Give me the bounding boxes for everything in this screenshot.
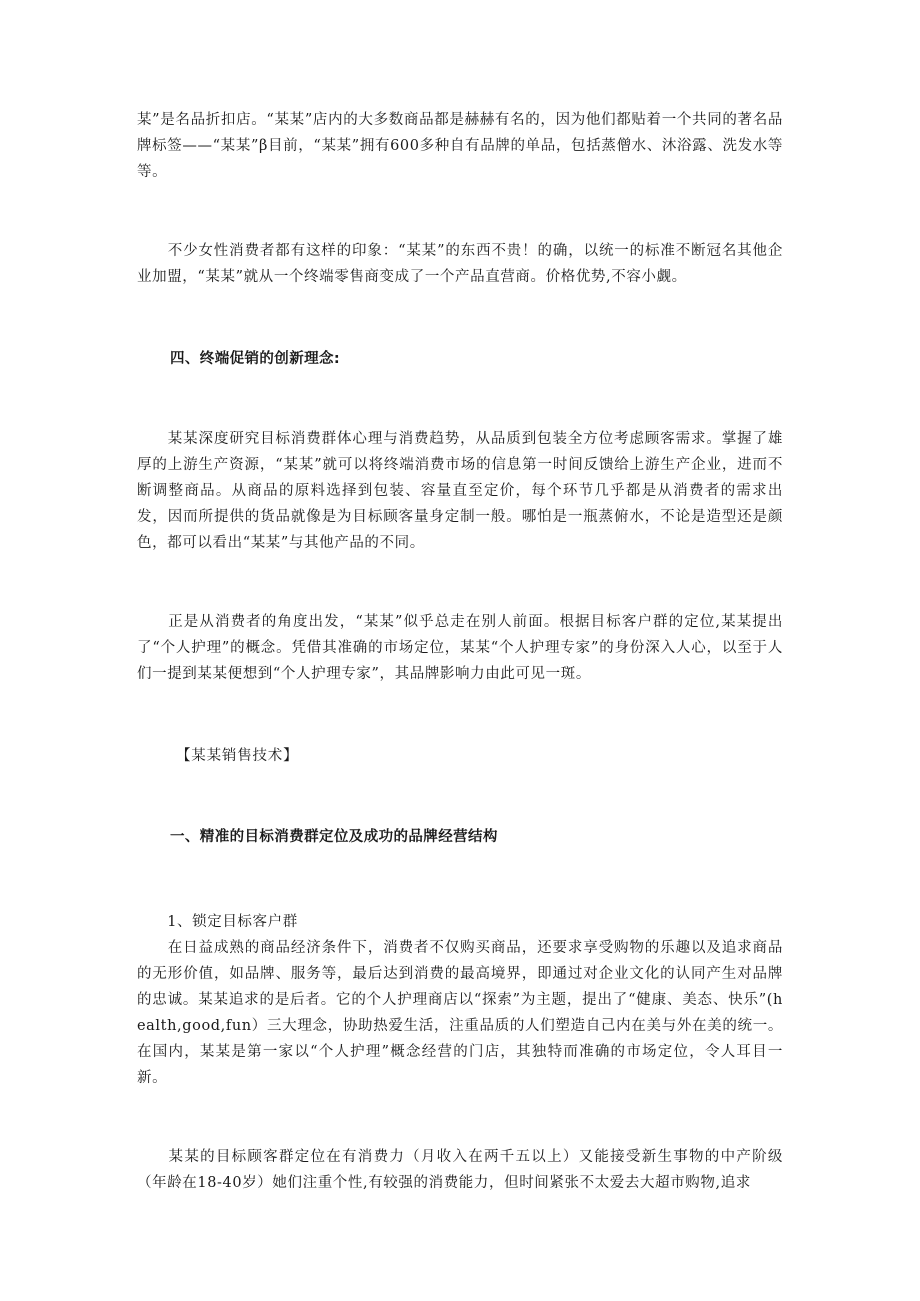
- paragraph-consumer-research: 某某深度研究目标消费群体心理与消费趋势，从品质到包装全方位考虑顾客需求。掌握了雄厚的上游生产资源，“某某”就可以将终端消费市场的信息第一时间反馈给上游生产企业，进而不断调整商品。从商品的原料选择到包装、容量直至定价，每个环节几乎都是从消费者的需求出发，因而所提供的货品就像是为目标顾客量身定制一般。哪怕是一瓶蒸俯水，不论是造型还是颜色，都可以看出“某某”与其他产品的不同。: [137, 431, 783, 551]
- section-heading-innovation: 四、终端促销的创新理念:: [170, 351, 341, 367]
- paragraph-brand-value: 在日益成熟的商品经济条件下，消费者不仅购买商品，还要求享受购物的乐趣以及追求商品的无形价值，如品牌、服务等，最后达到消费的最高境界，即通过对企业文化的认同产生对品牌的忠诚。某某追求的是后者。它的个人护理商店以“探索”为主题，提出了“健康、美态、快乐”(health,good,fun）三大理念，协助热爱生活，注重品质的人们塑造自己内在美与外在美的统一。在国内，某某是第一家以“个人护理”概念经营的门店，其独特而准确的市场定位，令人耳目一新。: [137, 940, 783, 1086]
- paragraph-price-advantage: 不少女性消费者都有这样的印象：“某某”的东西不贵！的确，以统一的标准不断冠名其他企业加盟，“某某”就从一个终端零售商变成了一个产品直营商。价格优势,不容小觑。: [137, 243, 783, 285]
- section-title-sales-techniques: 【某某销售技术】: [176, 748, 299, 764]
- section-heading-target-positioning: 一、精准的目标消费群定位及成功的品牌经营结构: [170, 829, 498, 845]
- paragraph-personal-care-concept: 正是从消费者的角度出发，“某某”似乎总走在别人前面。根据目标客户群的定位,某某提出了“个人护理”的概念。凭借其准确的市场定位，某某“个人护理专家”的身份深入人心，以至于人们一提到某某便想到“个人护理专家”，其品牌影响力由此可见一斑。: [137, 614, 783, 682]
- paragraph-brand-label: 某”是名品折扣店。“某某”店内的大多数商品都是赫赫有名的，因为他们都贴着一个共同的著名品牌标签——“某某”β目前，“某某”拥有600多种自有品牌的单品，包括蒸僧水、沐浴露、洗发水等等。: [137, 112, 783, 180]
- paragraph-target-customer-group: 某某的目标顾客群定位在有消费力（月收入在两千五以上）又能接受新生事物的中产阶级（年龄在18-40岁）她们注重个性,有较强的消费能力，但时间紧张不太爱去大超市购物,追求: [137, 1149, 783, 1191]
- subheading-lock-target-customers: 1、锁定目标客户群: [137, 914, 298, 930]
